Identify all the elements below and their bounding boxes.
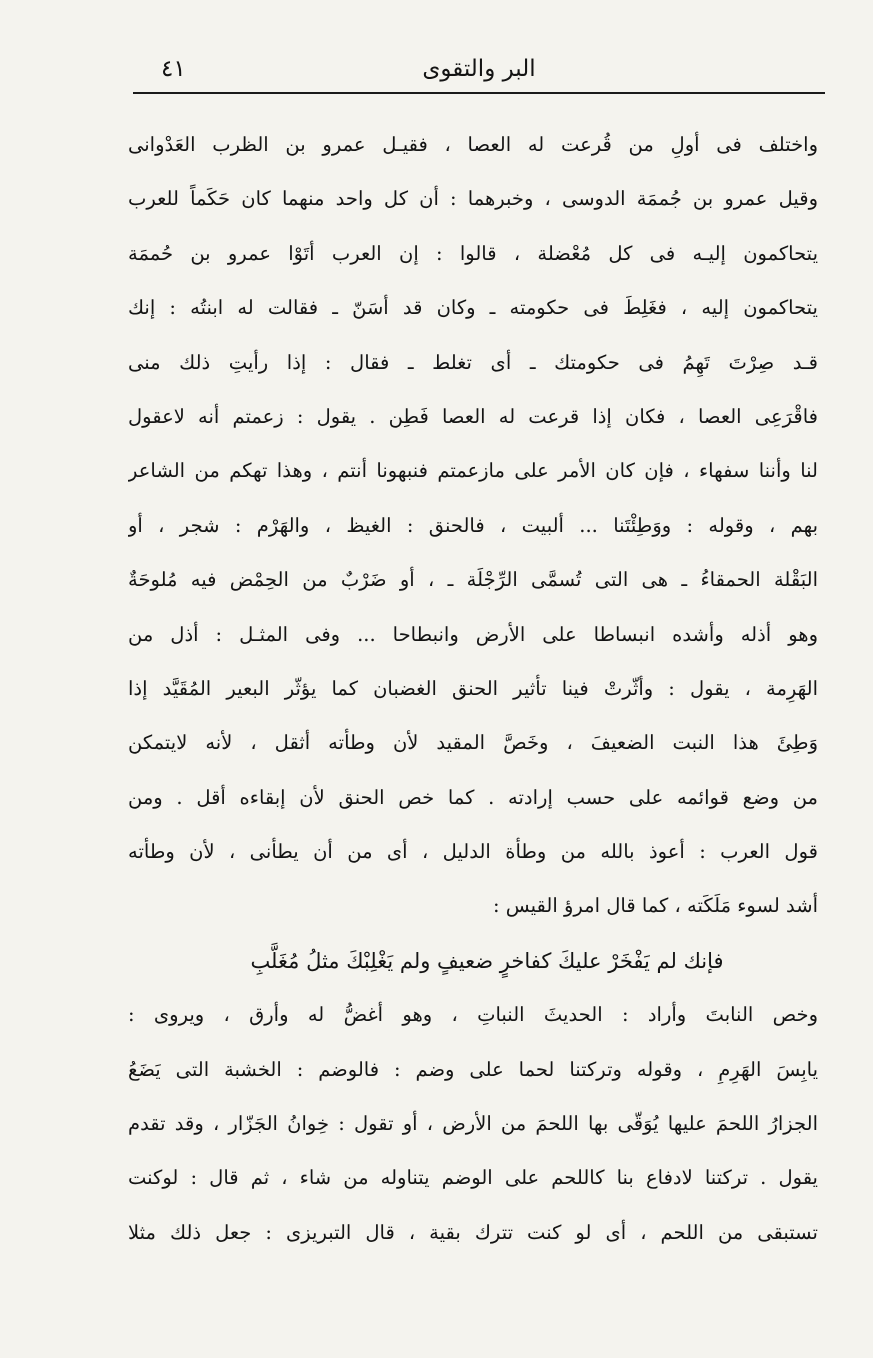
header-rule — [133, 92, 825, 94]
text-line: يابِسَ الهَرِمِ ، وقوله وتركتنا لحما على وضم : فالوضم : الخشبة التى يَضَعُ — [128, 1057, 818, 1081]
text-line: قول العرب : أعوذ بالله من وطأة الدليل ، أى من أن يطأنى ، لأن وطأته — [128, 840, 818, 864]
text-line: لنا وأننا سفهاء ، فإن كان الأمر على مازعمتم فنبهونا أنتم ، وهذا تهكم من الشاعر — [128, 459, 818, 483]
body-text — [128, 118, 818, 1260]
text-line: أشد لسوء مَلَكَته ، كما قال امرؤ القيس : — [493, 894, 818, 918]
page-header — [133, 46, 825, 94]
text-line: البَقْلة الحمقاءُ ـ هى التى تُسمَّى الرِّجْلَة ـ ، أو ضَرْبٌ من الحِمْض فيه مُلوحَةٌ — [128, 568, 818, 592]
text-line: تستبقى من اللحم ، أى لو كنت تترك بقية ، قال التبريزى : جعل ذلك مثلا — [128, 1220, 818, 1244]
text-line: يقول . تركتنا لادفاع بنا كاللحم على الوضم يتناوله من شاء ، ثم قال : لوكنت — [128, 1166, 818, 1190]
text-line: وهو أذله وأشده انبساطا على الأرض وانبطاحا ... وفى المثـل : أذل من — [128, 622, 818, 646]
text-line: قـد صِرْتَ تَهِمُ فى حكومتك ـ أى تغلط ـ فقال : إذا رأيتِ ذلك منى — [128, 350, 818, 374]
text-line: واختلف فى أولِ من قُرعت له العصا ، فقيـل عمرو بن الظرب العَدْوانى — [128, 133, 818, 156]
text-line: وخص النابتَ وأراد : الحديثَ النباتِ ، وهو أغضُّ له وأرق ، ويروى : — [128, 1003, 818, 1027]
text-line: من وضع قوائمه على حسب إرادته . كما خص الحنق لأن إبقاءه أقل . ومن — [128, 785, 818, 809]
running-title: البر والتقوى — [422, 56, 536, 82]
text-line: الهَرِمة ، يقول : وأثّرتْ فينا تأثير الحنق الغضبان كما يؤثّر البعير المُقَيَّد إذا — [128, 676, 818, 700]
text-line: وَطِئَ هذا النبت الضعيفَ ، وخَصَّ المقيد لأن وطأته أثقل ، لأنه لايتمكن — [128, 731, 818, 755]
text-line: بهم ، وقوله : ووَطِئْتَنا ... ألبيت ، فالحنق : الغيظ ، والهَرْم : شجر ، أو — [128, 513, 818, 537]
text-line: فاقْرَعِى العصا ، فكان إذا قرعت له العصا فَطِن . يقول : زعمتم أنه لاعقول — [128, 404, 818, 428]
page-number: ٤١ — [161, 56, 186, 82]
text-line: الجزارُ اللحمَ عليها يُوَقّى بها اللحمَ من الأرض ، أو تقول : خِوانُ الجَزّار ، وقد تقدم — [128, 1112, 818, 1136]
text-line: يتحاكمون إليه ، فغَلِطَ فى حكومته ـ وكان قد أسَنّ ـ فقالت له ابنتُه : إنك — [128, 296, 818, 320]
text-line: وقيل عمرو بن جُممَة الدوسى ، وخبرهما : أن كل واحد منهما كان حَكَماً للعرب — [128, 187, 818, 211]
poetry-verse: فإنك لم يَفْخَرْ عليكَ كفاخرٍ ضعيفٍ ولم يَغْلِبْكَ مثلُ مُغَلَّبِ — [250, 948, 724, 973]
text-line: يتحاكمون إليـه فى كل مُعْضلة ، قالوا : إن العرب أتَوْا عمرو بن حُممَة — [128, 241, 818, 265]
